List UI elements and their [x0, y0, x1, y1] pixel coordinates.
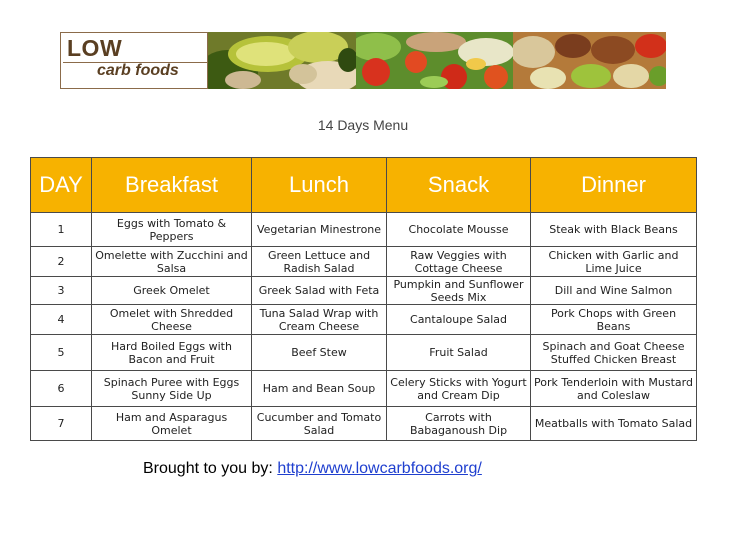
header-day: DAY [31, 158, 92, 213]
header-breakfast: Breakfast [92, 158, 252, 213]
cell-lunch: Cucumber and Tomato Salad [252, 407, 387, 441]
cell-lunch: Ham and Bean Soup [252, 371, 387, 407]
cell-breakfast: Greek Omelet [92, 277, 252, 305]
cell-dinner: Pork Chops with Green Beans [531, 305, 697, 335]
cell-snack: Celery Sticks with Yogurt and Cream Dip [387, 371, 531, 407]
cell-lunch: Tuna Salad Wrap with Cream Cheese [252, 305, 387, 335]
cell-snack: Carrots with Babaganoush Dip [387, 407, 531, 441]
cell-breakfast: Omelette with Zucchini and Salsa [92, 247, 252, 277]
table-row [31, 407, 697, 441]
table-row [31, 213, 697, 247]
header-lunch: Lunch [252, 158, 387, 213]
menu-table [30, 157, 697, 441]
header-banner [60, 32, 666, 89]
cell-day: 2 [31, 247, 92, 277]
cell-dinner: Pork Tenderloin with Mustard and Coleslaw [531, 371, 697, 407]
cell-breakfast: Eggs with Tomato & Peppers [92, 213, 252, 247]
cell-snack: Pumpkin and Sunflower Seeds Mix [387, 277, 531, 305]
credit-line [143, 460, 482, 478]
cell-dinner: Meatballs with Tomato Salad [531, 407, 697, 441]
cell-breakfast: Omelet with Shredded Cheese [92, 305, 252, 335]
cell-breakfast: Spinach Puree with Eggs Sunny Side Up [92, 371, 252, 407]
cell-snack: Cantaloupe Salad [387, 305, 531, 335]
cell-snack: Chocolate Mousse [387, 213, 531, 247]
table-row [31, 371, 697, 407]
cell-lunch: Beef Stew [252, 335, 387, 371]
table-header-row [31, 158, 697, 213]
cell-day: 3 [31, 277, 92, 305]
cell-lunch: Green Lettuce and Radish Salad [252, 247, 387, 277]
credit-prefix: Brought to you by: [143, 460, 278, 477]
header-snack: Snack [387, 158, 531, 213]
website-link[interactable]: http://www.lowcarbfoods.org/ [277, 460, 482, 477]
cell-snack: Fruit Salad [387, 335, 531, 371]
food-photo-peppers-steak [513, 32, 666, 89]
table-row [31, 335, 697, 371]
cell-dinner: Steak with Black Beans [531, 213, 697, 247]
table-row [31, 277, 697, 305]
header-dinner: Dinner [531, 158, 697, 213]
cell-lunch: Greek Salad with Feta [252, 277, 387, 305]
cell-dinner: Dill and Wine Salmon [531, 277, 697, 305]
cell-dinner: Spinach and Goat Cheese Stuffed Chicken Breast [531, 335, 697, 371]
cell-breakfast: Ham and Asparagus Omelet [92, 407, 252, 441]
cell-day: 7 [31, 407, 92, 441]
low-carb-foods-logo [60, 32, 208, 89]
cell-snack: Raw Veggies with Cottage Cheese [387, 247, 531, 277]
cell-dinner: Chicken with Garlic and Lime Juice [531, 247, 697, 277]
cell-day: 1 [31, 213, 92, 247]
page-title: 14 Days Menu [317, 117, 409, 133]
cell-day: 4 [31, 305, 92, 335]
cell-day: 5 [31, 335, 92, 371]
cell-lunch: Vegetarian Minestrone [252, 213, 387, 247]
food-photo-avocado-mushrooms [208, 32, 356, 89]
logo-line1: LOW [67, 35, 123, 61]
cell-breakfast: Hard Boiled Eggs with Bacon and Fruit [92, 335, 252, 371]
food-photo-salad [356, 32, 513, 89]
cell-day: 6 [31, 371, 92, 407]
table-row [31, 247, 697, 277]
logo-line2: carb foods [97, 62, 179, 79]
table-row [31, 305, 697, 335]
